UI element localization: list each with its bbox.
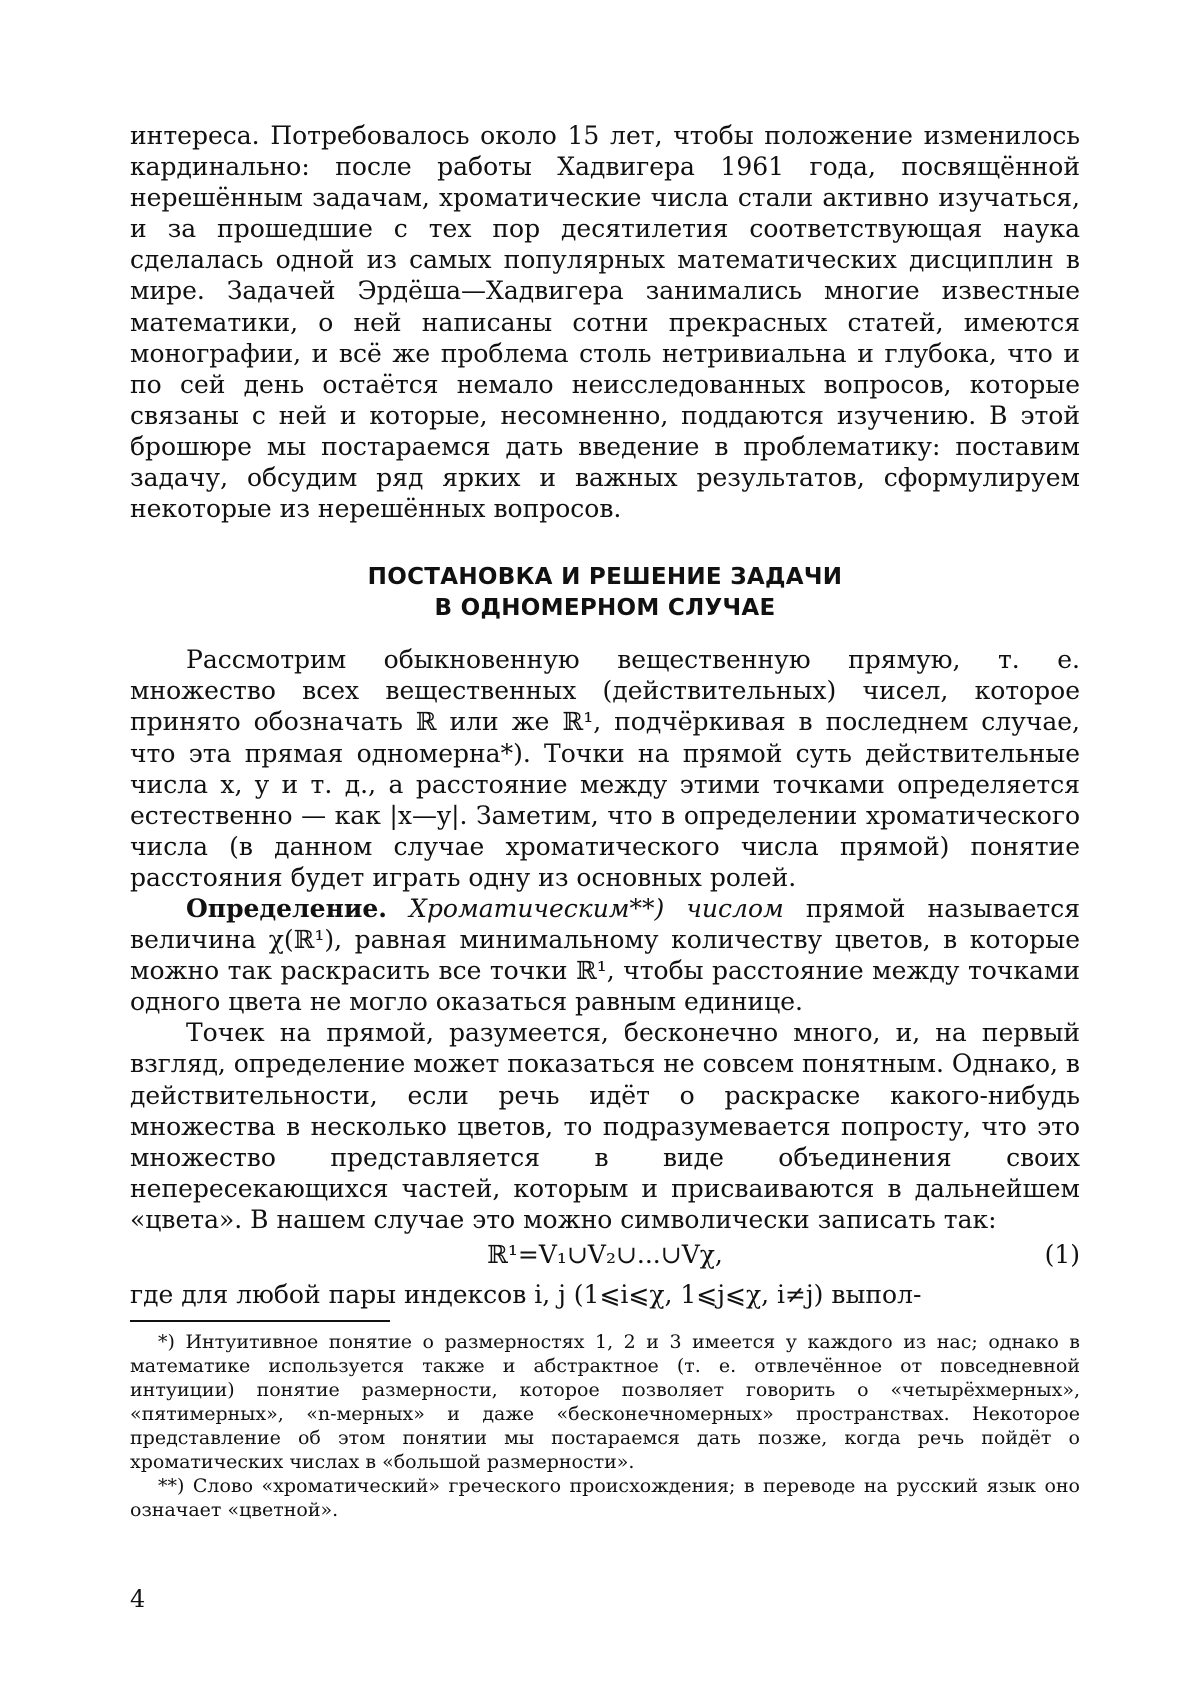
page-number: 4: [130, 1585, 146, 1613]
footnote-chromatic: **) Слово «хроматический» греческого происхождения; в переводе на русский язык оно означает «цветной».: [130, 1475, 1080, 1522]
intro-paragraph: интереса. Потребовалось около 15 лет, чтобы положение изменилось кардинально: после работы Хадвигера 1961 года, посвящённой нерешённым задачам, хроматические числа стали активно изучаться, и за прошедшие с тех пор десятилетия соответствующая наука сделалась одной из самых популярных математических дисциплин в мире. Задачей Эрдёша—Хадвигера занимались многие известные математики, о ней написаны сотни прекрасных статей, имеются монографии, и всё же проблема столь нетривиальна и глубока, что и по сей день остаётся немало неисследованных вопросов, которые связаны с ней и которые, несомненно, поддаются изучению. В этой брошюре мы постараемся дать введение в проблематику: поставим задачу, обсудим ряд ярких и важных результатов, сформулируем некоторые из нерешённых вопросов.: [130, 121, 1080, 524]
footnote-divider: [130, 1320, 390, 1322]
definition-term: Хроматическим**) числом: [409, 893, 784, 923]
definition-text: прямой называется величина χ(ℝ¹), равная минимальному количеству цветов, в которые можно так раскрасить все точки ℝ¹, чтобы расстояние между точками одного цвета не могло оказаться равным единице.: [130, 893, 1081, 1017]
formula-row: [130, 1237, 1080, 1277]
paragraph-real-line: Рассмотрим обыкновенную вещественную прямую, т. е. множество всех вещественных (действительных) чисел, которое принято обозначать ℝ или же ℝ¹, подчёркивая в последнем случае, что эта прямая одномерна*). Точки на прямой суть действительные числа x, y и т. д., а расстояние между этими точками определяется естественно — как |x—y|. Заметим, что в определении хроматического числа (в данном случае хроматического числа прямой) понятие расстояния будет играть одну из основных ролей.: [130, 645, 1080, 892]
definition-label: Определение.: [186, 893, 388, 923]
page-body: [130, 120, 1080, 1522]
section-heading-line-2: В ОДНОМЕРНОМ СЛУЧАЕ: [434, 595, 776, 622]
paragraph-after-formula: где для любой пары индексов i, j (1⩽i⩽χ, 1⩽j⩽χ, i≠j) выпол-: [130, 1280, 922, 1309]
paragraph-coloring: Точек на прямой, разумеется, бесконечно много, и, на первый взгляд, определение может показаться не совсем понятным. Однако, в действительности, если речь идёт о раскраске какого-нибудь множества в несколько цветов, то подразумевается попросту, что это множество представляется в виде объединения своих непересекающихся частей, которым и присваиваются в дальнейшем «цвета». В нашем случае это можно символически записать так:: [130, 1018, 1080, 1234]
footnote-dimension: *) Интуитивное понятие о размерностях 1, 2 и 3 имеется у каждого из нас; однако в математике используется также и абстрактное (т. е. отвлечённое от повседневной интуиции) понятие размерности, которое позволяет говорить о «четырёхмерных», «пятимерных», «n-мерных» и даже «бесконечномерных» пространствах. Некоторое представление об этом понятии мы постараемся дать позже, когда речь пойдёт о хроматических числах в «большой размерности».: [130, 1331, 1080, 1474]
section-heading-line-1: ПОСТАНОВКА И РЕШЕНИЕ ЗАДАЧИ: [367, 564, 843, 591]
section-heading: [130, 562, 1080, 624]
formula-expression: ℝ¹=V₁∪V₂∪...∪Vχ,: [487, 1240, 723, 1269]
formula-number: (1): [1044, 1240, 1080, 1269]
definition-paragraph: [130, 893, 1080, 1017]
